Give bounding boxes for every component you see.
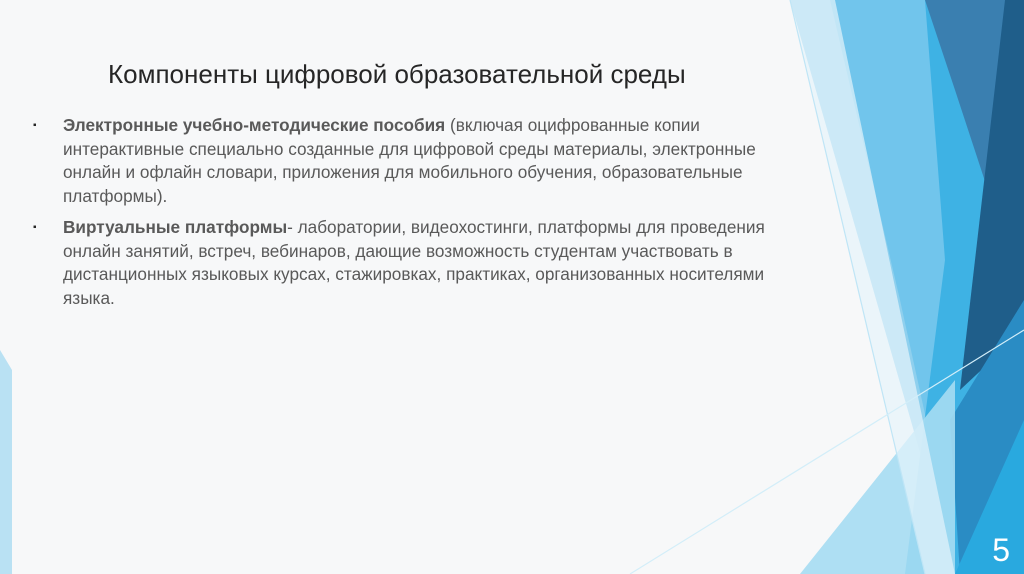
bullet-list <box>33 114 781 318</box>
square-bullet-icon: ▪ <box>33 222 37 233</box>
bullet-heading: Электронные учебно-методические пособия <box>63 115 446 135</box>
square-bullet-icon: ▪ <box>33 120 37 131</box>
page-number: 5 <box>992 532 1010 568</box>
slide-title: Компоненты цифровой образовательной среды <box>108 59 686 89</box>
bullet-item <box>33 114 781 208</box>
deco-left-triangle <box>0 350 12 574</box>
bullet-text: (включая оцифрованные копии интерактивные специально созданные для цифровой среды материалы, электронные онлайн и офлайн словари, приложения для мобильного обучения, образовательные платформы). <box>63 115 756 206</box>
bullet-text: - лаборатории, видеохостинги, платформы для проведения онлайн занятий, встреч, вебинаров, дающие возможность студентам участвовать в дистанционных языковых курсах, стажировках, практиках, организованных носителями языка. <box>63 217 765 308</box>
bullet-heading: Виртуальные платформы <box>63 217 288 237</box>
bullet-item <box>33 216 781 310</box>
